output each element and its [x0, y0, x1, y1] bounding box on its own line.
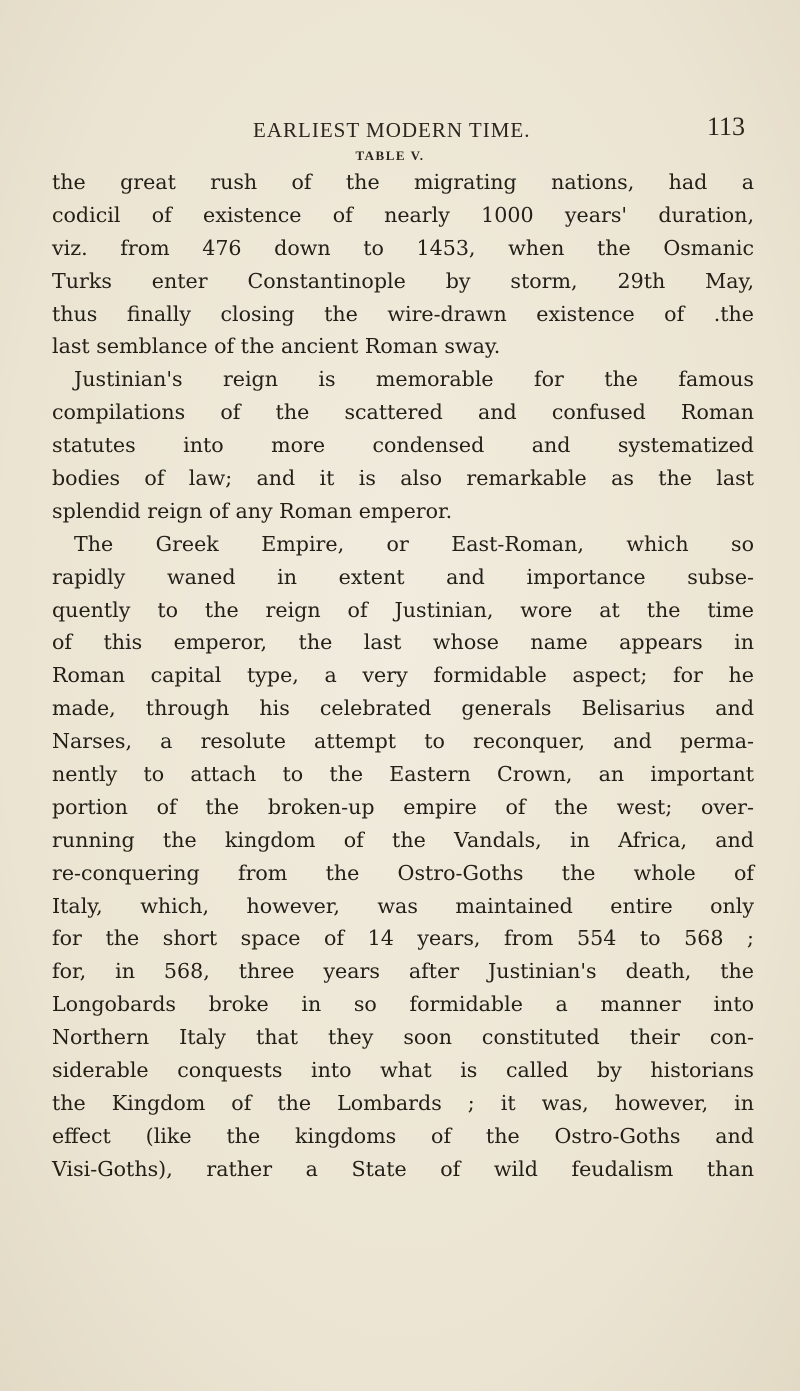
table-label: TABLE V. — [355, 148, 425, 163]
text-line: Justinian's reign is memorable for the famous — [74, 367, 754, 392]
text-line: the great rush of the migrating nations, had a — [52, 170, 754, 194]
text-line: The Greek Empire, or East-Roman, which so — [74, 531, 754, 556]
text-line: Turks enter Constantinople by storm, 29th May, — [52, 268, 754, 293]
text-line: Visi-Goths), rather a State of wild feudalism than — [52, 1156, 754, 1181]
text-line: last semblance of the ancient Roman sway. — [52, 334, 501, 359]
page-number: 113 — [707, 112, 746, 141]
text-line: Narses, a resolute attempt to reconquer, and perma- — [52, 729, 754, 754]
body-text — [52, 166, 754, 1186]
text-line: viz. from 476 down to 1453, when the Osmanic — [52, 235, 754, 260]
text-line: compilations of the scattered and confused Roman — [52, 400, 754, 425]
text-line: Northern Italy that they soon constituted their con- — [52, 1025, 754, 1050]
text-line: thus finally closing the wire-drawn existence of .the — [52, 301, 754, 326]
text-line: the Kingdom of the Lombards ; it was, however, in — [52, 1090, 754, 1115]
text-line: statutes into more condensed and systematized — [52, 433, 754, 458]
text-line: made, through his celebrated generals Belisarius and — [52, 696, 754, 721]
text-line: re-conquering from the Ostro-Goths the whole of — [52, 860, 754, 885]
text-line: for, in 568, three years after Justinian's death, the — [52, 959, 754, 984]
text-line: portion of the broken-up empire of the west; over- — [52, 794, 754, 819]
text-line: siderable conquests into what is called by historians — [52, 1058, 754, 1083]
text-line: of this emperor, the last whose name appears in — [52, 630, 754, 655]
text-line: nently to attach to the Eastern Crown, an important — [52, 762, 754, 787]
text-line: Roman capital type, a very formidable aspect; for he — [52, 663, 754, 688]
running-head: EARLIEST MODERN TIME. — [253, 118, 531, 142]
text-line: quently to the reign of Justinian, wore at the time — [52, 597, 754, 622]
text-line: running the kingdom of the Vandals, in Africa, and — [52, 827, 754, 852]
text-line: effect (like the kingdoms of the Ostro-Goths and — [52, 1123, 754, 1148]
text-line: bodies of law; and it is also remarkable as the last — [52, 466, 754, 491]
text-line: rapidly waned in extent and importance subse- — [52, 564, 754, 589]
text-line: Italy, which, however, was maintained entire only — [52, 893, 754, 918]
text-line: splendid reign of any Roman emperor. — [52, 498, 453, 523]
text-line: for the short space of 14 years, from 554 to 568 ; — [52, 926, 754, 951]
text-line: codicil of existence of nearly 1000 years' duration, — [52, 202, 754, 227]
text-line: Longobards broke in so formidable a manner into — [52, 992, 754, 1017]
